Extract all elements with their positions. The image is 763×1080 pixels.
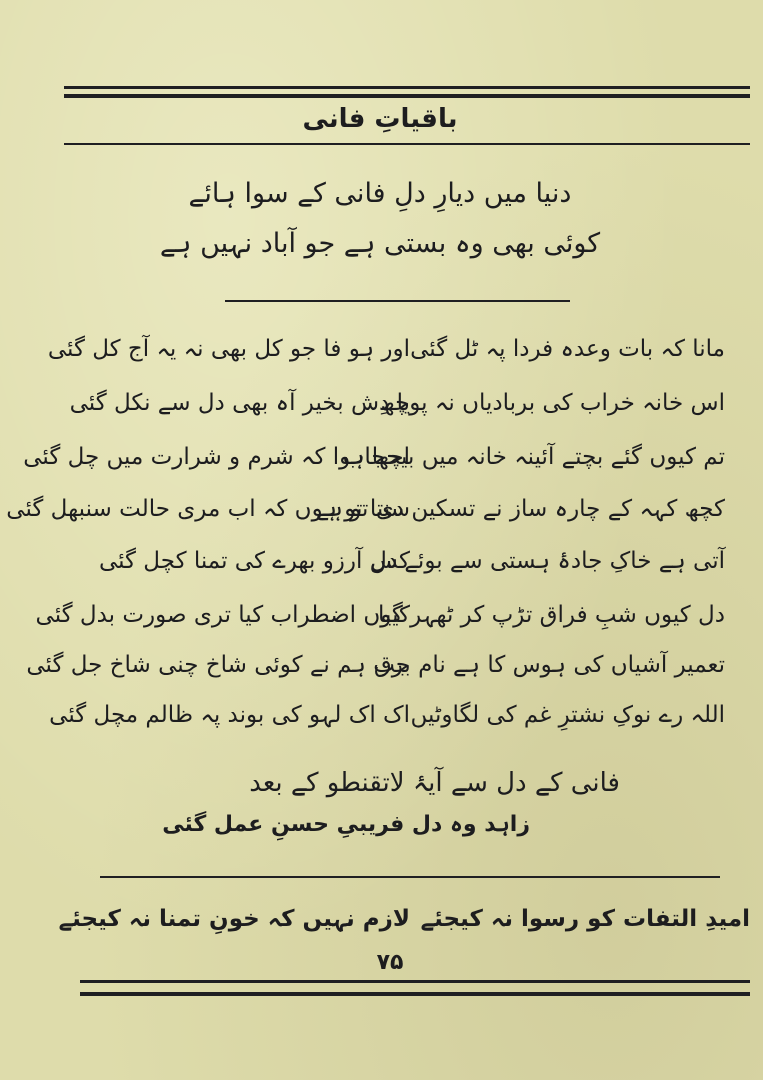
couplet-second-line: سنتا تو ہوں کہ اب مری حالت سنبھل گئی xyxy=(6,496,410,522)
maqta-first-line: فانی کے دل سے آیۂ لاتقنطو کے بعد xyxy=(249,768,620,798)
couplet-first-line: کچھ کہہ کے چارہ ساز نے تسکین دی تو ہے xyxy=(315,496,725,522)
couplet-second-line: اچھا ہوا کہ شرم و شرارت میں چل گئی xyxy=(23,444,410,470)
top-double-rule xyxy=(64,86,750,89)
couplet-second-line: کیوں اضطراب کیا تری صورت بدل گئی xyxy=(35,602,410,628)
couplet-second-line: یا دِش بخیر آہ بھی دل سے نکل گئی xyxy=(69,390,410,416)
page-header-title: باقیاتِ فانی xyxy=(302,104,458,134)
bottom-double-rule xyxy=(80,980,750,983)
couplet-second-line: کس آرزو بھرے کی تمنا کچل گئی xyxy=(98,548,410,574)
footer-verse-first-line: امیدِ التفات کو رسوا نہ کیجئے xyxy=(420,906,750,932)
header-underline xyxy=(64,143,750,145)
couplet-first-line: اس خانہ خراب کی بربادیاں نہ پوچھ xyxy=(380,390,725,416)
epigraph-line: دنیا میں دیارِ دلِ فانی کے سوا ہائے xyxy=(188,178,572,209)
bottom-double-rule-second xyxy=(80,992,750,996)
couplet-second-line: جب ہم نے کوئی شاخ چنی شاخ جل گئی xyxy=(26,652,410,678)
maqta-second-line: زاہد وہ دل فریبیِ حسنِ عمل گئی xyxy=(162,812,530,837)
couplet-first-line: آتی ہے خاکِ جادۂ ہستی سے بوئے دل xyxy=(370,548,725,574)
couplet-second-line: اور ہو فا جو کل بھی نہ یہ آج کل گئی xyxy=(47,336,410,362)
section-divider xyxy=(225,300,570,302)
top-double-rule-second xyxy=(64,94,750,98)
couplet-first-line: تم کیوں گئے بچتے آئینہ خانہ میں بیحجاب xyxy=(342,444,725,470)
couplet-second-line: اک اک لہو کی بوند پہ ظالم مچل گئی xyxy=(49,702,410,728)
epigraph-line: کوئی بھی وہ بستی ہے جو آباد نہیں ہے xyxy=(159,228,601,259)
page-number: ۷۵ xyxy=(376,950,404,975)
footer-divider xyxy=(100,876,720,878)
couplet-first-line: اللہ رے نوکِ نشترِ غم کی لگاوٹیں xyxy=(410,702,725,728)
couplet-first-line: دل کیوں شبِ فراق تڑپ کر ٹھہر گیا xyxy=(377,602,725,628)
couplet-first-line: تعمیر آشیاں کی ہوس کا ہے نام برق xyxy=(373,652,725,678)
couplet-first-line: مانا کہ بات وعدہ فردا پہ ٹل گئی xyxy=(410,336,725,362)
footer-verse-second-line: لازم نہیں کہ خونِ تمنا نہ کیجئے xyxy=(58,906,410,932)
